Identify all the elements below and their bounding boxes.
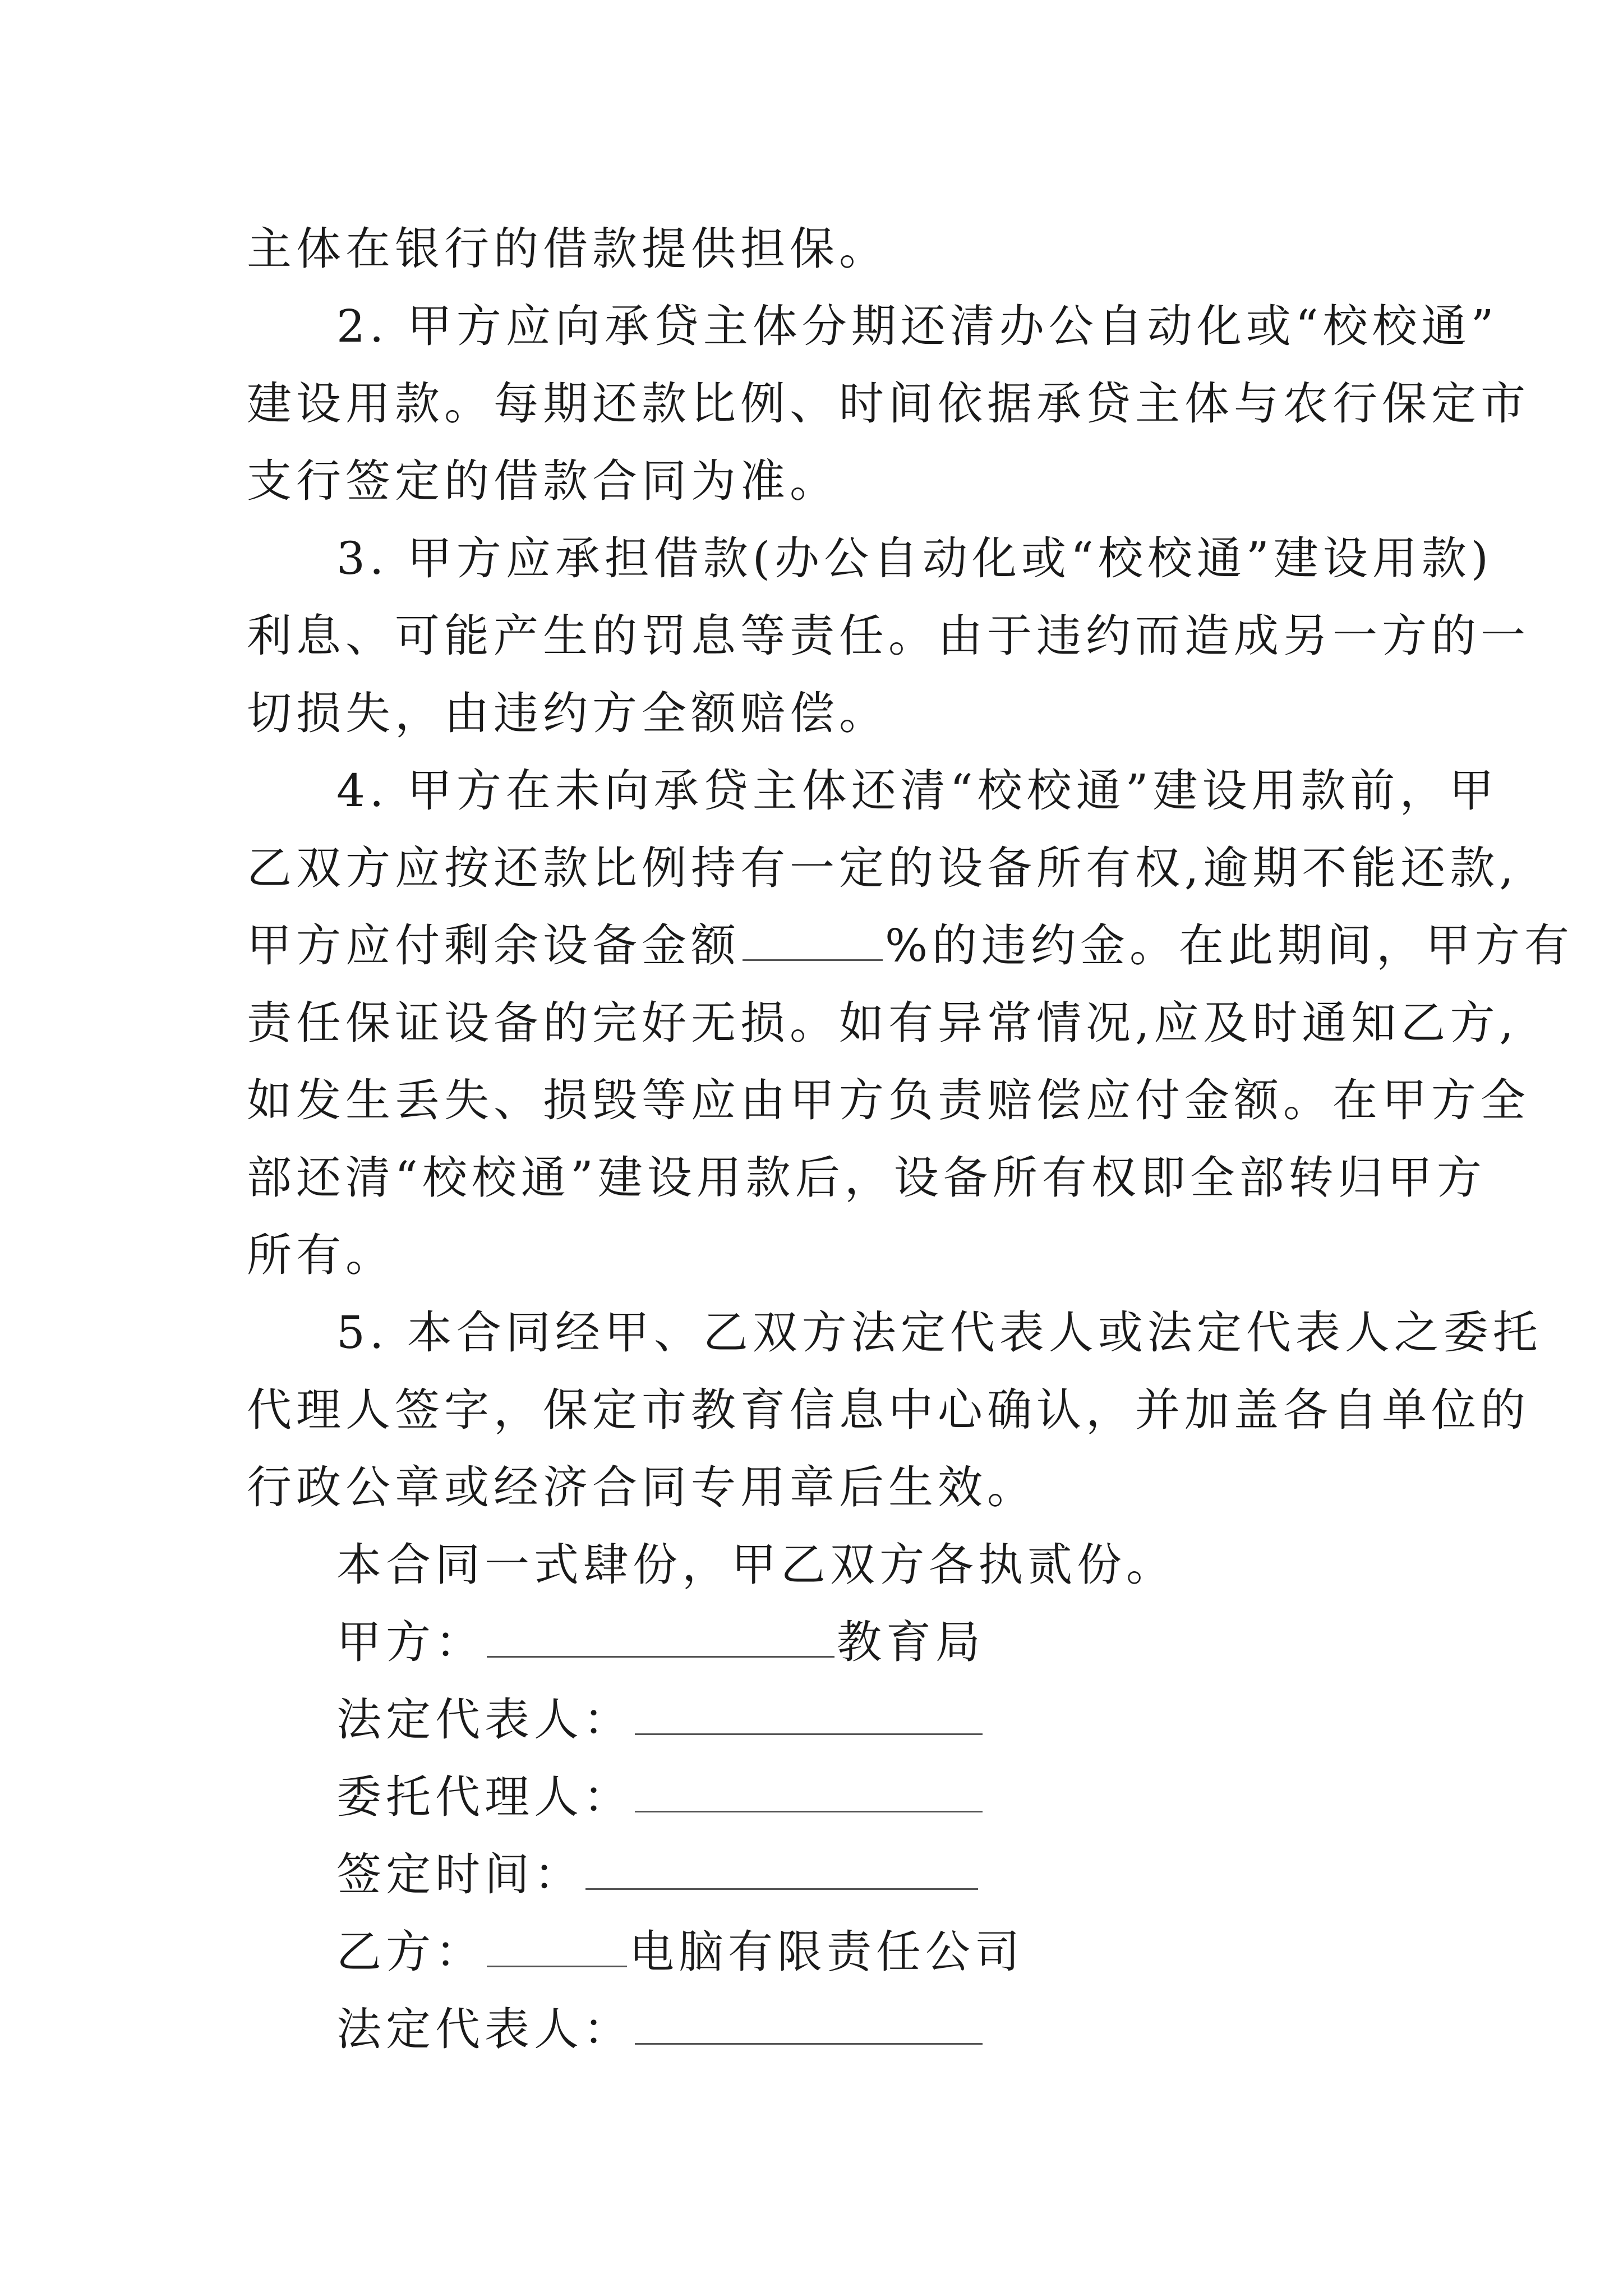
party-b-row <box>247 1913 1380 1991</box>
penalty-percent-blank <box>743 913 883 961</box>
sign-date-label: 签定时间： <box>336 1848 583 1901</box>
clause-2-line: 建设用款。每期还款比例、时间依据承贷主体与农行保定市 <box>247 378 1530 430</box>
party-a-suffix: 教育局 <box>837 1616 985 1668</box>
party-b-blank <box>487 1920 627 1967</box>
agent-label: 委托代理人： <box>336 1771 633 1823</box>
copies-statement: 本合同一式肆份，甲乙双方各执贰份。 <box>336 1539 1175 1591</box>
clause-3-line: 利息、可能产生的罚息等责任。由于违约而造成另一方的一 <box>247 610 1530 662</box>
agent-blank <box>635 1765 983 1812</box>
clause-4-line: 乙双方应按还款比例持有一定的设备所有权,逾期不能还款, <box>247 842 1518 894</box>
clause-5-line: 行政公章或经济合同专用章后生效。 <box>247 1461 1036 1513</box>
penalty-suffix: %的违约金。在此期间，甲方有 <box>885 919 1574 972</box>
clause-4-line: 部还清“校校通”建设用款后，设备所有权即全部转归甲方 <box>247 1152 1486 1204</box>
legal-rep-a-label: 法定代表人： <box>336 1694 633 1746</box>
contract-body <box>247 210 1574 2068</box>
clause-5-line: 5. 本合同经甲、乙双方法定代表人或法定代表人之委托 <box>336 1306 1542 1359</box>
party-a-blank <box>487 1610 834 1658</box>
legal-rep-b-row <box>247 1991 1380 2068</box>
legal-rep-b-blank <box>635 1997 983 2045</box>
agent-row <box>247 1759 1380 1836</box>
clause-3-line: 切损失，由违约方全额赔偿。 <box>247 687 888 739</box>
clause-4-line: 所有。 <box>247 1229 395 1281</box>
clause-2-line: 支行签定的借款合同为准。 <box>247 455 839 507</box>
clause-5-line: 代理人签字，保定市教育信息中心确认，并加盖各自单位的 <box>247 1384 1530 1436</box>
legal-rep-b-label: 法定代表人： <box>336 2003 633 2055</box>
party-b-suffix: 电脑有限责任公司 <box>629 1926 1024 1978</box>
party-a-row <box>247 1604 1380 1681</box>
legal-rep-a-row <box>247 1681 1380 1759</box>
party-b-label: 乙方： <box>336 1926 485 1978</box>
clause-4-line: 责任保证设备的完好无损。如有异常情况,应及时通知乙方, <box>247 997 1518 1049</box>
legal-rep-a-blank <box>635 1687 983 1735</box>
clause-4-line: 4. 甲方在未向承贷主体还清“校校通”建设用款前，甲 <box>336 765 1498 817</box>
penalty-prefix: 甲方应付剩余设备金额 <box>247 919 740 972</box>
sign-date-row <box>247 1836 1380 1913</box>
sign-date-blank <box>585 1842 978 1890</box>
party-a-label: 甲方： <box>336 1616 485 1668</box>
clause-4-line: 如发生丢失、损毁等应由甲方负责赔偿应付金额。在甲方全 <box>247 1074 1530 1126</box>
clause-3-line: 3. 甲方应承担借款(办公自动化或“校校通”建设用款) <box>336 532 1493 585</box>
clause-2-line: 2. 甲方应向承贷主体分期还清办公自动化或“校校通” <box>336 300 1498 352</box>
clause-4-penalty-line <box>247 907 1574 984</box>
paragraph-line: 主体在银行的借款提供担保。 <box>247 223 888 275</box>
